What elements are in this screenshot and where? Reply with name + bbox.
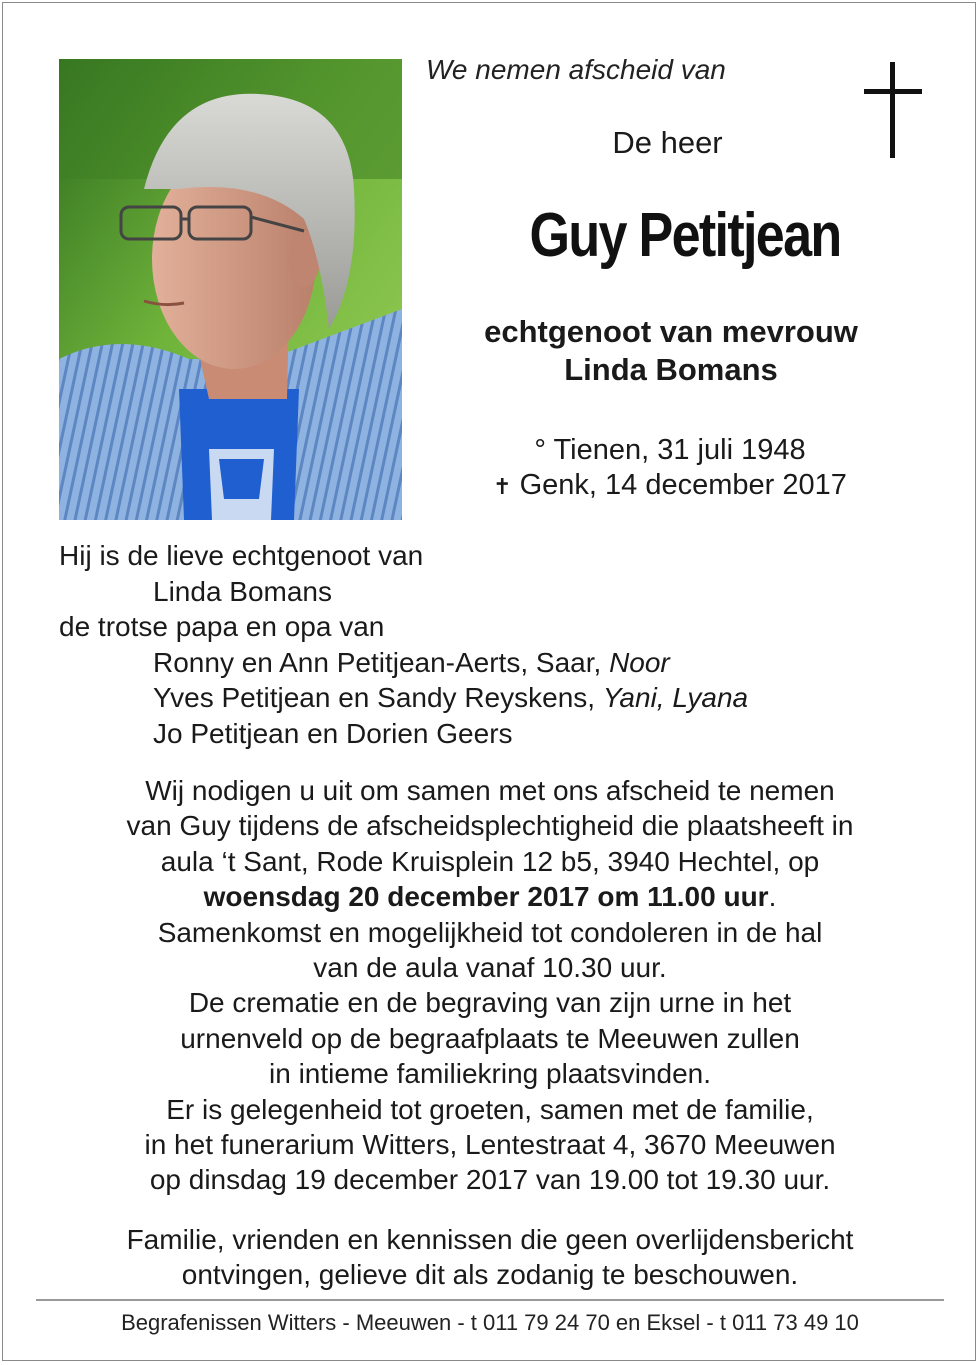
spouse-block <box>425 313 917 389</box>
ceremony-line: Samenkomst en mogelijkheid tot condoleren in de hal <box>157 916 823 948</box>
salutation: De heer <box>612 125 723 160</box>
family-child-text: Ronny en Ann Petitjean-Aerts, Saar, <box>153 646 610 678</box>
family-line: Linda Bomans <box>153 575 333 607</box>
ceremony-line: van de aula vanaf 10.30 uur. <box>313 952 667 984</box>
spouse-line-2: Linda Bomans <box>564 352 778 387</box>
notice-line: ontvingen, gelieve dit als zodanig te beschouwen. <box>181 1259 799 1291</box>
dates-block <box>425 433 915 504</box>
ceremony-line: aula ‘t Sant, Rode Kruisplein 12 b5, 3940 Hechtel, op <box>160 845 820 877</box>
ceremony-line: Er is gelegenheid tot groeten, samen met de familie, <box>166 1093 814 1125</box>
footer-text: Begrafenissen Witters - Meeuwen - t 011 79 24 70 en Eksel - t 011 73 49 10 <box>121 1310 859 1335</box>
birth-line: ° Tienen, 31 juli 1948 <box>534 434 806 466</box>
ceremony-line: urnenveld op de begraafplaats te Meeuwen zullen <box>180 1022 800 1054</box>
death-cross-icon: ✝ <box>493 474 512 499</box>
intro-text: We nemen afscheid van <box>426 54 726 85</box>
family-child <box>59 645 748 681</box>
family-child-text: Yves Petitjean en Sandy Reyskens, <box>153 682 603 713</box>
family-grandchildren: Noor <box>609 646 670 678</box>
ceremony-date-tail: . <box>768 881 777 913</box>
portrait-photo <box>59 59 402 520</box>
ceremony-date: woensdag 20 december 2017 om 11.00 uur <box>203 881 769 913</box>
family-line: Hij is de lieve echtgenoot van <box>59 540 424 571</box>
ceremony-line: De crematie en de begraving van zijn urne in het <box>188 987 792 1019</box>
ceremony-line: in het funerarium Witters, Lentestraat 4, 3670 Meeuwen <box>144 1129 836 1161</box>
family-block <box>59 538 748 751</box>
footer-divider <box>36 1299 944 1301</box>
notice-line: Familie, vrienden en kennissen die geen overlijdensbericht <box>126 1224 854 1255</box>
deceased-name: Guy Petitjean <box>529 201 841 270</box>
ceremony-date-line <box>40 879 940 914</box>
family-child: Jo Petitjean en Dorien Geers <box>153 717 513 749</box>
ceremony-block <box>40 773 940 1198</box>
family-child <box>59 680 748 716</box>
spouse-line-1: echtgenoot van mevrouw <box>484 314 858 349</box>
ceremony-line: op dinsdag 19 december 2017 van 19.00 tot 19.30 uur. <box>149 1164 831 1196</box>
family-grandchildren: Yani, Lyana <box>602 682 749 713</box>
ceremony-line: Wij nodigen u uit om samen met ons afscheid te nemen <box>145 775 835 806</box>
death-line <box>425 468 915 504</box>
notice-block <box>40 1222 940 1293</box>
family-line: de trotse papa en opa van <box>59 611 385 642</box>
ceremony-line: in intieme familiekring plaatsvinden. <box>269 1058 711 1090</box>
death-text: Genk, 14 december 2017 <box>519 469 847 501</box>
ceremony-line: van Guy tijdens de afscheidsplechtigheid die plaatsheeft in <box>126 810 854 842</box>
